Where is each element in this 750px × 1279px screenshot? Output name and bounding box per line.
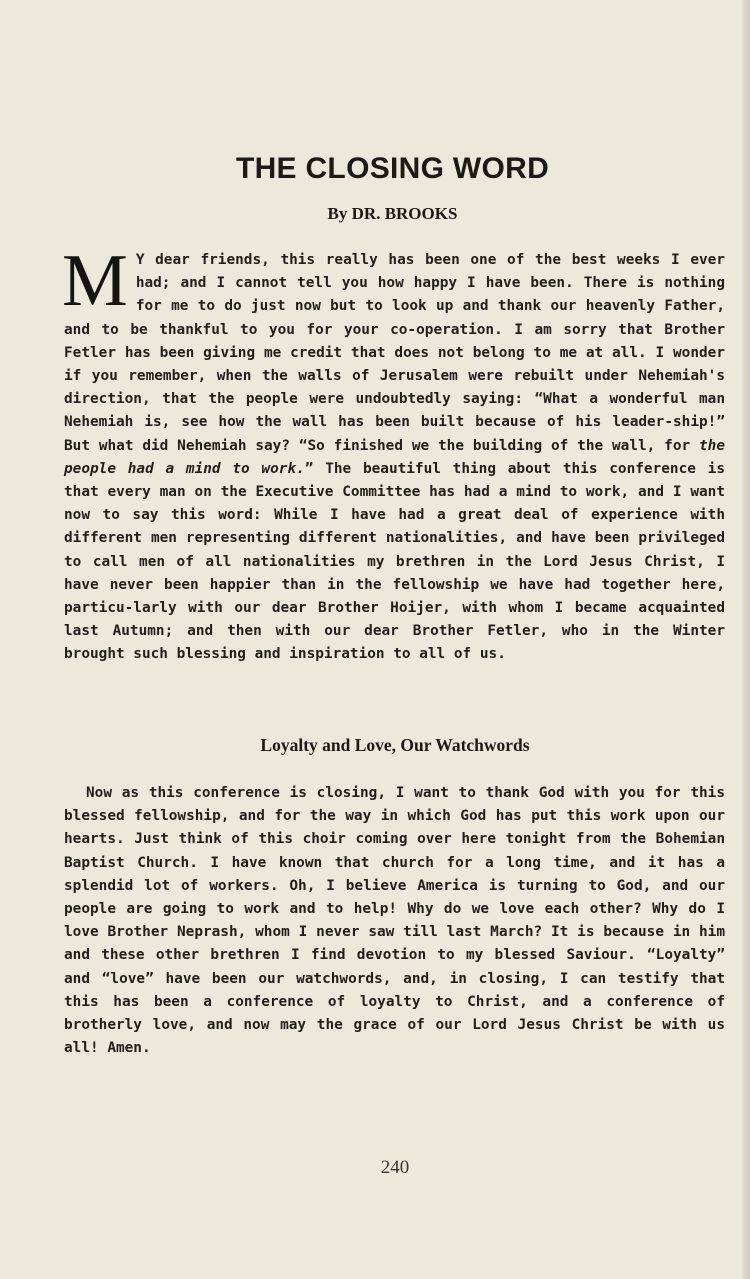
paragraph-text-part1: Y dear friends, this really has been one of the best weeks I ever had; and I cannot tell you how happy I have been. There is nothing for me to do just now but to look up and thank our heavenly Father, and to be thankful to you for your co-operation. I am sorry that Brother Fetler has been giving me credit that does not belong to me at all. I wonder if you remember, when the walls of Jerusalem were rebuilt under Nehemiah's direction, that the people were undoubtedly saying: “What a wonderful man Nehemiah is, see how the wall has been built because of his leader-ship!” But what did Nehemiah say? “So finished we the building of the wall, for bbox=[64, 252, 725, 454]
closing-paragraph: Now as this conference is closing, I want to thank God with you for this blessed fellowship, and for the way in which God has put this work upon our hearts. Just think of this choir coming over here tonight from the Bohemian Baptist Church. I have known that church for a long time, and it has a splendid lot of workers. Oh, I believe America is turning to God, and our people are going to work and to help! Why do we love each other? Why do I love Brother Neprash, whom I never saw till last March? It is because in him and these other brethren I find devotion to my blessed Saviour. “Loyalty” and “love” have been our watchwords, and, in closing, I can testify that this has been a conference of loyalty to Christ, and a conference of brotherly love, and now may the grace of our Lord Jesus Christ be with us all! Amen. bbox=[64, 785, 725, 1057]
page-number: 240 bbox=[380, 1157, 410, 1178]
byline: By DR. BROOKS bbox=[327, 204, 458, 223]
section-heading: Loyalty and Love, Our Watchwords bbox=[260, 735, 530, 755]
paragraph-text-part2: ” The beautiful thing about this conference is that every man on the Executive Committee has had a mind to work, and I want now to say this word: While I have had a great deal of experience with different men representing different nationalities, and have been privileged to call men of all nationalities my brethren in the Lord Jesus Christ, I have never been happier than in the fellowship we have had together here, particu-larly with our dear Brother Hoijer, with whom I became acquainted last Autumn; and then with our dear Brother Fetler, who in the Winter brought such blessing and inspiration to all of us. bbox=[64, 460, 725, 663]
article-title: THE CLOSING WORD bbox=[235, 152, 550, 185]
opening-paragraph bbox=[62, 240, 725, 667]
italic-quote: the people had a mind to work. bbox=[64, 437, 725, 477]
drop-cap: M bbox=[62, 240, 128, 322]
page-edge bbox=[742, 0, 750, 1279]
